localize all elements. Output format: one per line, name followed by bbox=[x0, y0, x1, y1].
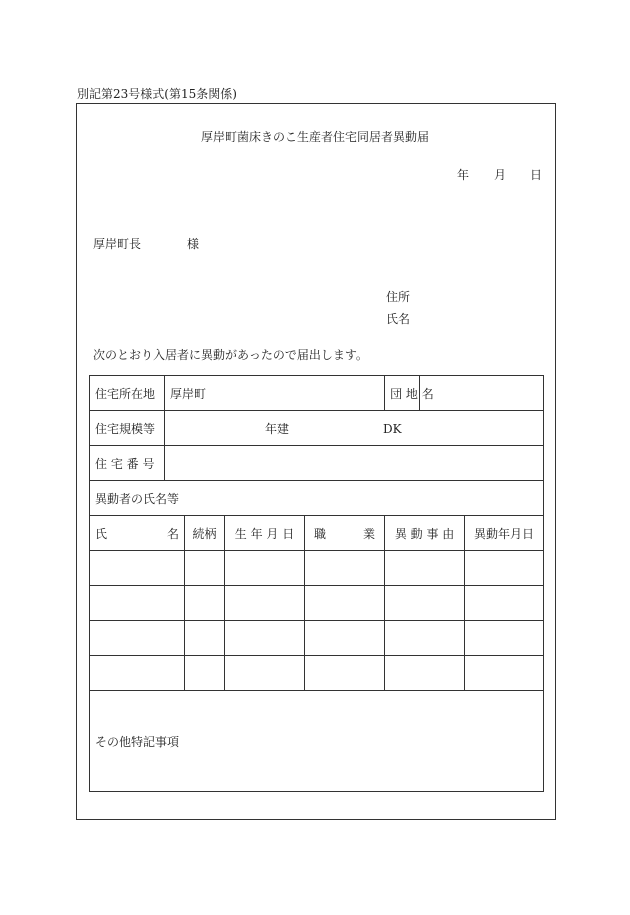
mover-birthdate-cell[interactable] bbox=[225, 621, 305, 656]
mover-relation-cell[interactable] bbox=[185, 621, 225, 656]
table-row bbox=[90, 551, 544, 586]
house-number-value[interactable] bbox=[165, 446, 544, 481]
mover-relation-cell[interactable] bbox=[185, 656, 225, 691]
form-title: 厚岸町菌床きのこ生産者住宅同居者異動届 bbox=[200, 130, 429, 144]
mover-birthdate-cell[interactable] bbox=[225, 656, 305, 691]
mover-birthdate-cell[interactable] bbox=[225, 551, 305, 586]
notification-table bbox=[89, 375, 544, 792]
mover-name-cell[interactable] bbox=[90, 656, 185, 691]
recipient-honorific: 様 bbox=[187, 237, 200, 251]
mover-birthdate-cell[interactable] bbox=[225, 586, 305, 621]
row-house-location bbox=[90, 376, 544, 411]
mover-occupation-cell[interactable] bbox=[305, 656, 385, 691]
mover-date-cell[interactable] bbox=[465, 551, 544, 586]
table-row bbox=[90, 656, 544, 691]
mover-date-cell[interactable] bbox=[465, 656, 544, 691]
date-day-label: 日 bbox=[530, 168, 543, 182]
applicant-name-label: 氏名 bbox=[386, 312, 411, 326]
table-row bbox=[90, 621, 544, 656]
complex-name-value[interactable] bbox=[420, 376, 544, 411]
mover-reason-cell[interactable] bbox=[385, 551, 465, 586]
notes-cell[interactable] bbox=[90, 691, 544, 792]
col-birthdate-header: 生 年 月 日 bbox=[225, 516, 305, 551]
intro-statement: 次のとおり入居者に異動があったので届出します。 bbox=[93, 348, 368, 362]
date-month-label: 月 bbox=[494, 168, 507, 182]
mover-name-cell[interactable] bbox=[90, 551, 185, 586]
mover-occupation-cell[interactable] bbox=[305, 551, 385, 586]
mover-reason-cell[interactable] bbox=[385, 656, 465, 691]
col-relation-header: 続柄 bbox=[185, 516, 225, 551]
row-house-scale bbox=[90, 411, 544, 446]
form-number: 別記第23号様式(第15条関係) bbox=[77, 87, 237, 101]
mover-reason-cell[interactable] bbox=[385, 621, 465, 656]
row-movers-section bbox=[90, 481, 544, 516]
notes-label: その他特記事項 bbox=[95, 734, 180, 749]
recipient-name: 厚岸町長 bbox=[93, 237, 142, 251]
mover-relation-cell[interactable] bbox=[185, 551, 225, 586]
mover-reason-cell[interactable] bbox=[385, 586, 465, 621]
built-year-label: 年建 bbox=[265, 421, 290, 436]
location-label: 住宅所在地 bbox=[90, 376, 165, 411]
movers-section-label: 異動者の氏名等 bbox=[90, 481, 544, 516]
col-date-header: 異動年月日 bbox=[465, 516, 544, 551]
mover-name-cell[interactable] bbox=[90, 621, 185, 656]
dk-label: DK bbox=[383, 421, 402, 436]
col-occupation-header: 職 業 bbox=[305, 516, 385, 551]
mover-date-cell[interactable] bbox=[465, 621, 544, 656]
mover-occupation-cell[interactable] bbox=[305, 586, 385, 621]
scale-label: 住宅規模等 bbox=[90, 411, 165, 446]
mover-occupation-cell[interactable] bbox=[305, 621, 385, 656]
mover-relation-cell[interactable] bbox=[185, 586, 225, 621]
mover-date-cell[interactable] bbox=[465, 586, 544, 621]
applicant-address-label: 住所 bbox=[386, 290, 411, 304]
col-reason-header: 異 動 事 由 bbox=[385, 516, 465, 551]
col-name-header: 氏 名 bbox=[90, 516, 185, 551]
house-number-label: 住 宅 番 号 bbox=[90, 446, 165, 481]
date-year-label: 年 bbox=[457, 168, 470, 182]
mover-name-cell[interactable] bbox=[90, 586, 185, 621]
table-row bbox=[90, 586, 544, 621]
movers-header-row bbox=[90, 516, 544, 551]
location-value[interactable]: 厚岸町 bbox=[165, 376, 385, 411]
complex-name-label: 団 地 名 bbox=[385, 376, 420, 411]
scale-value[interactable] bbox=[165, 411, 544, 446]
row-notes bbox=[90, 691, 544, 792]
row-house-number bbox=[90, 446, 544, 481]
